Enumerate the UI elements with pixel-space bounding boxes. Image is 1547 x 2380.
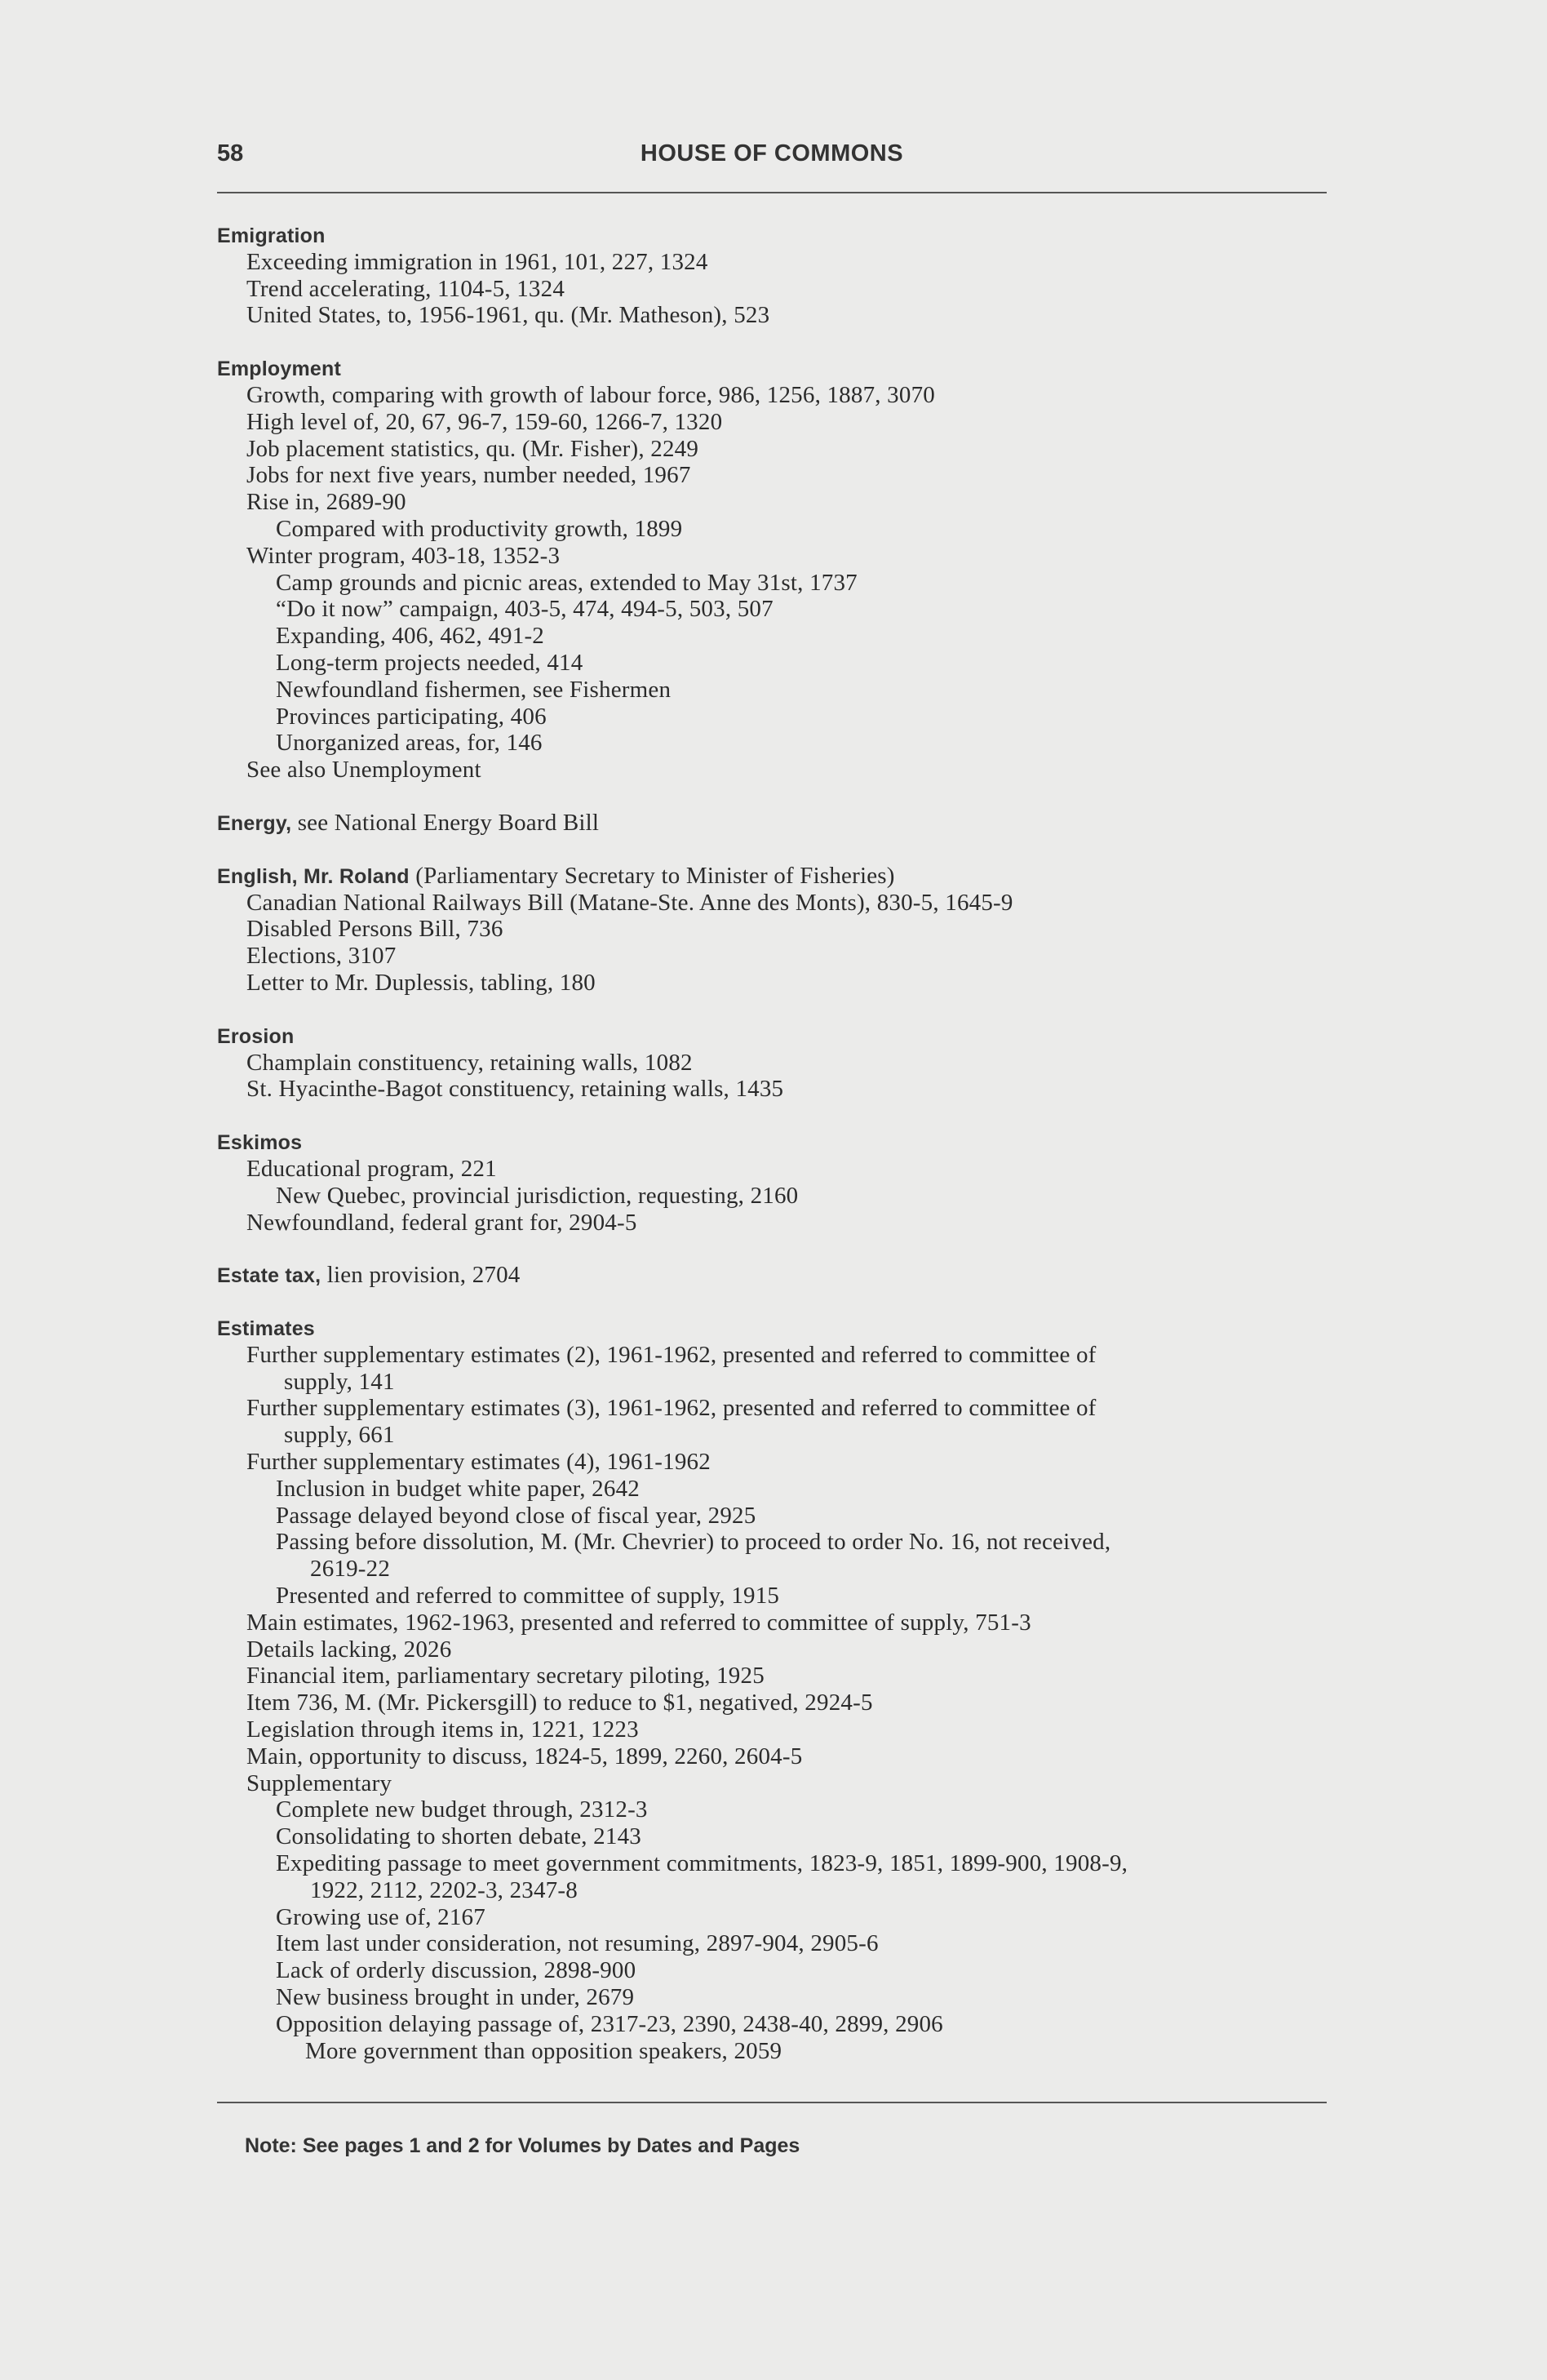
- index-entry: Trend accelerating, 1104-5, 1324: [246, 275, 565, 302]
- index-entry: Growth, comparing with growth of labour force, 986, 1256, 1887, 3070: [246, 381, 935, 408]
- section-spacer: [217, 997, 1335, 1023]
- footnote: Note: See pages 1 and 2 for Volumes by Dates and Pages: [245, 2134, 800, 2157]
- index-heading-line: [217, 222, 1335, 249]
- index-entry: Elections, 3107: [246, 943, 397, 970]
- index-entry: Provinces participating, 406: [276, 703, 547, 730]
- index-heading-line: [217, 810, 1335, 837]
- index-entry: Complete new budget through, 2312-3: [276, 1796, 648, 1823]
- index-entry: 1922, 2112, 2202-3, 2347-8: [310, 1876, 578, 1903]
- index-entry: Main estimates, 1962-1963, presented and referred to committee of supply, 751-3: [246, 1609, 1031, 1636]
- index-entry: Expanding, 406, 462, 491-2: [276, 623, 545, 650]
- section-spacer: [217, 1289, 1335, 1315]
- index-entry: Growing use of, 2167: [276, 1903, 485, 1930]
- index-entry: Presented and referred to committee of supply, 1915: [276, 1583, 780, 1610]
- index-entry: Champlain constituency, retaining walls, 1082: [246, 1049, 693, 1076]
- index-entries: [217, 222, 1335, 2064]
- index-entry: Expediting passage to meet government commitments, 1823-9, 1851, 1899-900, 1908-9,: [276, 1850, 1128, 1877]
- index-entry: Consolidating to shorten debate, 2143: [276, 1823, 641, 1850]
- page-title: HOUSE OF COMMONS: [640, 140, 904, 167]
- index-entry: Item 736, M. (Mr. Pickersgill) to reduce to $1, negatived, 2924-5: [246, 1690, 873, 1716]
- index-entry: 2619-22: [310, 1556, 391, 1583]
- header-rule: [217, 192, 1327, 193]
- index-entry: Further supplementary estimates (4), 1961-1962: [246, 1449, 711, 1476]
- index-entry: Opposition delaying passage of, 2317-23, 2390, 2438-40, 2899, 2906: [276, 2010, 943, 2037]
- index-entry: United States, to, 1956-1961, qu. (Mr. Matheson), 523: [246, 302, 770, 329]
- index-entry: Exceeding immigration in 1961, 101, 227, 1324: [246, 248, 708, 275]
- index-entry: Newfoundland, federal grant for, 2904-5: [246, 1209, 637, 1236]
- section-spacer: [217, 1236, 1335, 1262]
- index-heading-detail: see National Energy Board Bill: [291, 809, 600, 836]
- section-spacer: [217, 784, 1335, 810]
- index-entry: Financial item, parliamentary secretary piloting, 1925: [246, 1663, 765, 1690]
- index-entry: New business brought in under, 2679: [276, 1984, 635, 2011]
- index-entry: Compared with productivity growth, 1899: [276, 515, 683, 542]
- index-entry: Inclusion in budget white paper, 2642: [276, 1475, 640, 1502]
- index-entry: Further supplementary estimates (2), 1961-1962, presented and referred to committee of: [246, 1341, 1097, 1368]
- index-entry: Supplementary: [246, 1769, 392, 1796]
- index-entry: Lack of orderly discussion, 2898-900: [276, 1957, 636, 1984]
- index-heading: Erosion: [217, 1024, 295, 1048]
- index-heading-line: [217, 1315, 1335, 1342]
- index-entry: Further supplementary estimates (3), 1961-1962, presented and referred to committee of: [246, 1395, 1097, 1422]
- index-heading: Eskimos: [217, 1131, 303, 1155]
- page-number: 58: [217, 140, 244, 167]
- index-entry: Job placement statistics, qu. (Mr. Fisher), 2249: [246, 435, 699, 462]
- index-entry: Long-term projects needed, 414: [276, 649, 583, 676]
- index-entry: Letter to Mr. Duplessis, tabling, 180: [246, 969, 596, 996]
- index-entry: Educational program, 221: [246, 1155, 497, 1182]
- section-spacer: [217, 837, 1335, 863]
- index-entry: Newfoundland fishermen, see Fishermen: [276, 676, 672, 703]
- section-spacer: [217, 1103, 1335, 1129]
- index-entry: Legislation through items in, 1221, 1223: [246, 1716, 639, 1743]
- index-heading-detail: lien provision, 2704: [321, 1262, 521, 1289]
- index-heading-line: [217, 1129, 1335, 1156]
- index-heading: Energy,: [217, 811, 292, 835]
- index-entry: Disabled Persons Bill, 736: [246, 916, 503, 943]
- index-entry: Details lacking, 2026: [246, 1636, 452, 1663]
- index-entry: supply, 661: [284, 1422, 395, 1449]
- index-heading-line: [217, 355, 1335, 382]
- index-entry: Passing before dissolution, M. (Mr. Chevrier) to proceed to order No. 16, not received,: [276, 1529, 1111, 1556]
- index-entry: supply, 141: [284, 1368, 395, 1395]
- index-heading: Employment: [217, 357, 342, 381]
- index-entry: Main, opportunity to discuss, 1824-5, 1899, 2260, 2604-5: [246, 1743, 803, 1769]
- page-header: [217, 140, 1327, 173]
- index-entry: Jobs for next five years, number needed, 1967: [246, 462, 691, 489]
- index-entry: New Quebec, provincial jurisdiction, requesting, 2160: [276, 1182, 799, 1209]
- index-entry: Item last under consideration, not resuming, 2897-904, 2905-6: [276, 1930, 879, 1957]
- index-entry: Passage delayed beyond close of fiscal year, 2925: [276, 1502, 756, 1529]
- index-heading-line: [217, 1023, 1335, 1050]
- index-entry: More government than opposition speakers, 2059: [305, 2037, 782, 2064]
- index-heading: Emigration: [217, 224, 326, 247]
- index-entry: High level of, 20, 67, 96-7, 159-60, 1266-7, 1320: [246, 408, 723, 435]
- index-heading: English, Mr. Roland: [217, 864, 410, 888]
- index-entry: Camp grounds and picnic areas, extended to May 31st, 1737: [276, 569, 858, 596]
- index-entry: “Do it now” campaign, 403-5, 474, 494-5, 503, 507: [276, 596, 774, 623]
- index-heading-detail: (Parliamentary Secretary to Minister of Fisheries): [409, 862, 895, 889]
- index-entry: St. Hyacinthe-Bagot constituency, retaining walls, 1435: [246, 1076, 784, 1103]
- index-entry: Unorganized areas, for, 146: [276, 730, 543, 757]
- section-spacer: [217, 329, 1335, 355]
- index-entry: See also Unemployment: [246, 757, 481, 784]
- index-heading: Estimates: [217, 1317, 315, 1341]
- index-heading: Estate tax,: [217, 1264, 321, 1288]
- index-entry: Canadian National Railways Bill (Matane-Ste. Anne des Monts), 830-5, 1645-9: [246, 889, 1013, 916]
- index-heading-line: [217, 863, 1335, 890]
- index-heading-line: [217, 1262, 1335, 1289]
- index-entry: Winter program, 403-18, 1352-3: [246, 542, 561, 569]
- index-entry: Rise in, 2689-90: [246, 489, 406, 516]
- footer-rule: [217, 2102, 1327, 2103]
